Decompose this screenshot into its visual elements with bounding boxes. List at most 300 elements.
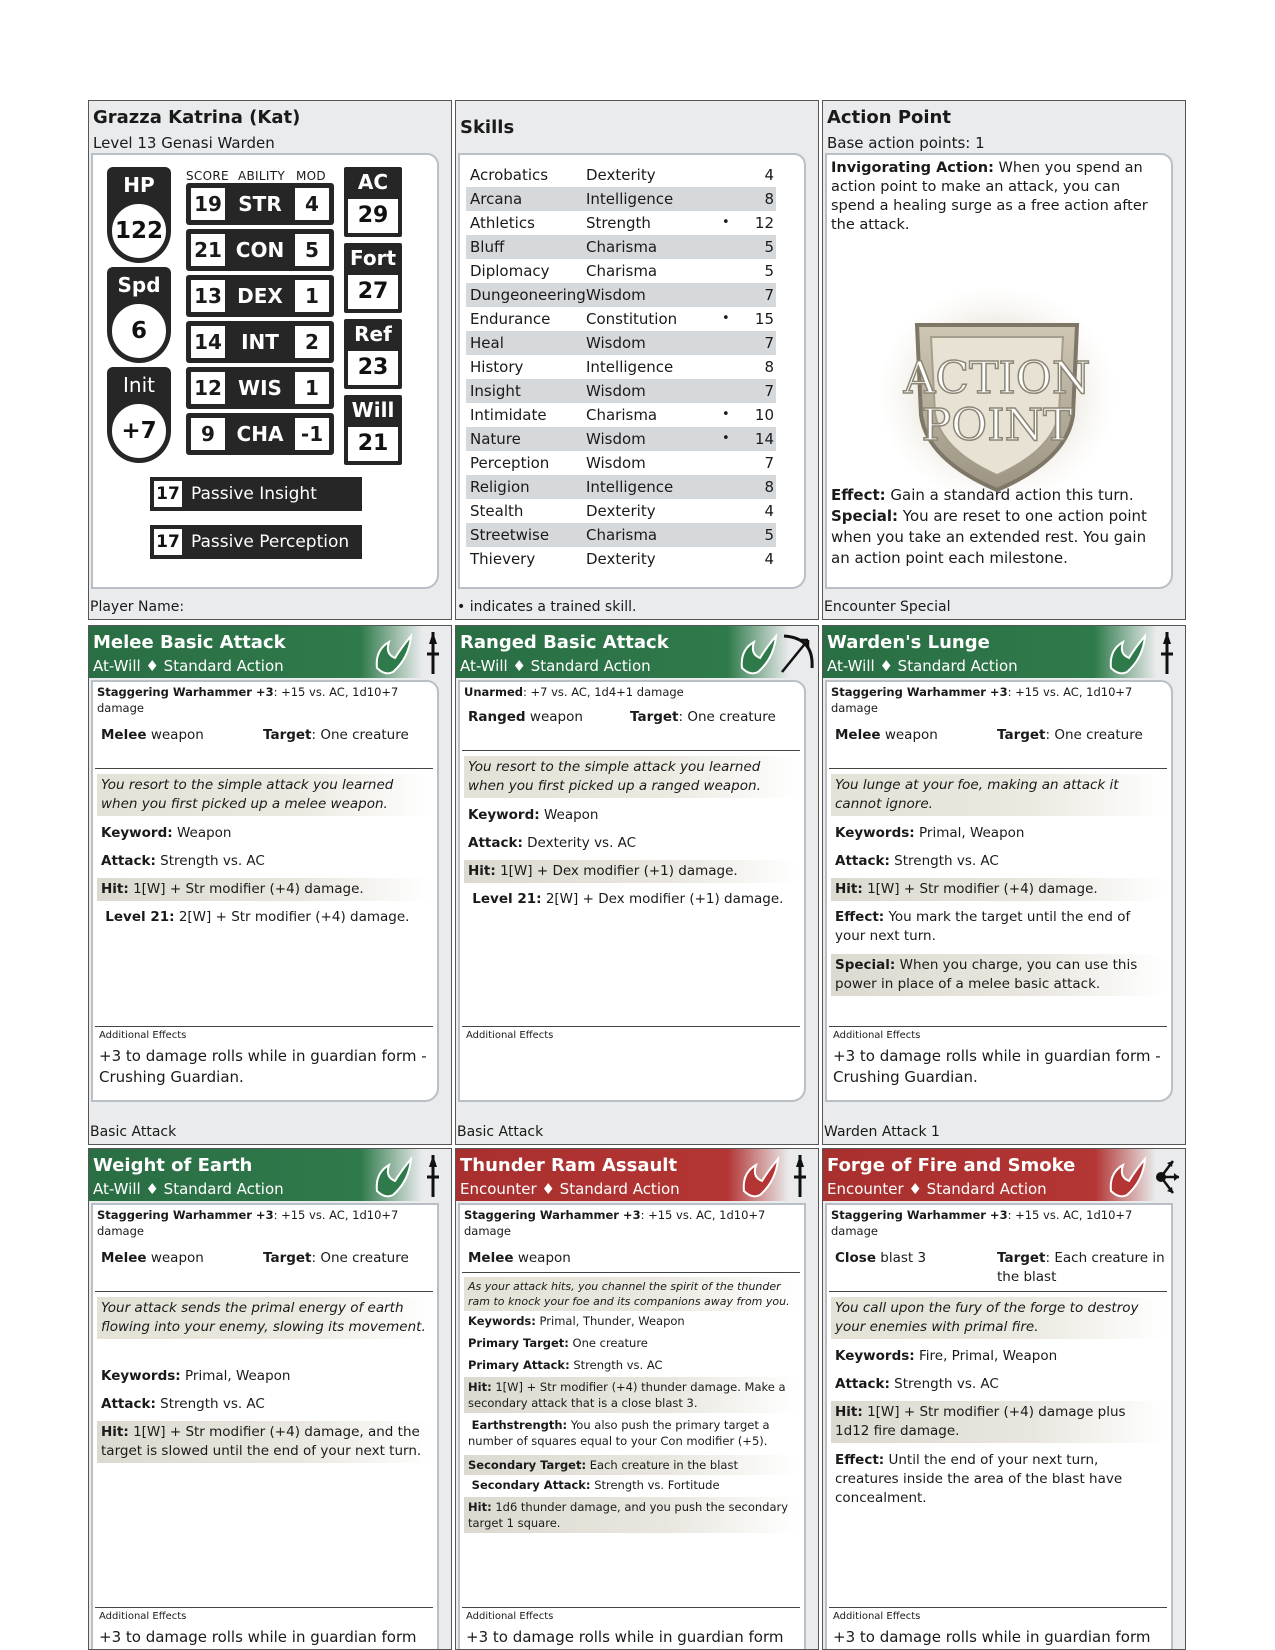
hit-label: Hit: xyxy=(101,881,129,897)
ability-row-con xyxy=(186,229,334,271)
weapon-label: Staggering Warhammer +3 xyxy=(97,685,274,699)
action-point-base: Base action points: 1 xyxy=(827,134,985,152)
power-header xyxy=(823,1149,1185,1201)
effect-label: Effect: xyxy=(835,909,885,925)
keywords-text: Primal, Thunder, Weapon xyxy=(539,1314,685,1328)
skill-name: Bluff xyxy=(470,238,505,256)
trained-marker: • xyxy=(722,431,730,446)
hit-text: 1[W] + Str modifier (+4) damage, and the target is slowed until the end of your next turn. xyxy=(101,1424,422,1459)
special-line xyxy=(831,954,1165,996)
special-text: You are reset to one action point when you take an extended rest. You gain an action point each milestone. xyxy=(831,507,1147,567)
skill-value: 5 xyxy=(764,262,774,280)
weapon-stats xyxy=(464,684,798,700)
divider xyxy=(462,1272,800,1273)
hit-line xyxy=(464,860,798,883)
skill-name: Athletics xyxy=(470,214,535,232)
skill-value: 8 xyxy=(764,478,774,496)
keywords-text: Primal, Weapon xyxy=(918,825,1025,841)
level21-text: 2[W] + Str modifier (+4) damage. xyxy=(178,909,410,925)
hp-value: 122 xyxy=(110,202,168,260)
ability-row-wis xyxy=(186,367,334,409)
range-line xyxy=(835,1249,985,1268)
flavor-text: As your attack hits, you channel the spirit of the thunder ram to knock your foe and its companions away from you. xyxy=(464,1277,798,1311)
ability-row-dex xyxy=(186,275,334,317)
skill-row xyxy=(466,307,776,331)
power-header xyxy=(456,1149,818,1201)
attack-label: Attack: xyxy=(101,853,156,869)
ability-score: 12 xyxy=(191,372,225,404)
skill-name: Religion xyxy=(470,478,530,496)
range-type: Ranged xyxy=(468,709,526,725)
skill-name: Dungeoneering xyxy=(470,286,586,304)
skill-ability: Charisma xyxy=(586,526,658,544)
skills-footer: • indicates a trained skill. xyxy=(457,599,637,615)
skill-value: 7 xyxy=(764,382,774,400)
flavor-text: You lunge at your foe, making an attack it cannot ignore. xyxy=(831,774,1165,816)
secondary-attack-text: Strength vs. Fortitude xyxy=(594,1478,720,1492)
range-line xyxy=(101,726,251,745)
weapon-stats xyxy=(831,684,1165,716)
trained-marker: • xyxy=(722,311,730,326)
power-name: Forge of Fire and Smoke xyxy=(827,1155,1076,1176)
power-header xyxy=(89,1149,451,1201)
weapon-label: Staggering Warhammer +3 xyxy=(831,685,1008,699)
skill-row xyxy=(466,211,776,235)
speed-label: Spd xyxy=(117,273,161,297)
flavor-text: You call upon the fury of the forge to destroy your enemies with primal fire. xyxy=(831,1297,1165,1339)
speed-box xyxy=(107,267,171,363)
power-body xyxy=(91,680,439,1102)
ability-mod: 4 xyxy=(295,188,329,220)
defense-label: Will xyxy=(351,398,395,422)
weapon-label: Unarmed xyxy=(464,685,523,699)
special-text: When you charge, you can use this power in place of a melee basic attack. xyxy=(835,957,1138,992)
power-type: Encounter ♦ Standard Action xyxy=(460,1180,680,1198)
range-type: Melee xyxy=(101,727,147,743)
power-card-forge-of-fire xyxy=(822,1148,1186,1650)
earthstrength-line xyxy=(464,1417,798,1449)
skill-value: 5 xyxy=(764,526,774,544)
skill-name: Perception xyxy=(470,454,550,472)
divider xyxy=(829,768,1167,769)
power-body xyxy=(458,680,806,1102)
weapon-stats-text: : +7 vs. AC, 1d4+1 damage xyxy=(522,685,684,699)
additional-effects-text: +3 to damage rolls while in guardian form xyxy=(99,1628,417,1646)
ranged-weapon-icon xyxy=(738,628,816,678)
power-footer: Basic Attack xyxy=(457,1124,544,1140)
power-body xyxy=(825,1203,1173,1650)
hit-label: Hit: xyxy=(835,881,863,897)
skill-value: 12 xyxy=(754,214,774,232)
ability-name: CON xyxy=(235,238,285,262)
range-rest: blast 3 xyxy=(876,1250,927,1266)
defense-fort xyxy=(344,243,402,313)
defense-label: Fort xyxy=(349,246,396,270)
passive-value: 17 xyxy=(154,529,182,555)
power-type: At-Will ♦ Standard Action xyxy=(460,657,651,675)
additional-effects-label: Additional Effects xyxy=(466,1030,554,1041)
effect-text: Until the end of your next turn, creatures inside the area of the blast have concealment. xyxy=(835,1452,1123,1506)
power-footer: Warden Attack 1 xyxy=(824,1124,940,1140)
target-line xyxy=(263,726,431,745)
defense-label: AC xyxy=(357,170,389,194)
attack-line xyxy=(97,1395,431,1414)
additional-effects-text: +3 to damage rolls while in guardian form - Crushing Guardian. xyxy=(833,1047,1161,1086)
range-type: Melee xyxy=(468,1250,514,1266)
weapon-stats-text: : +15 vs. AC, 1d10+7 damage xyxy=(831,1208,1133,1238)
keyword-label: Keyword: xyxy=(468,807,540,823)
level21-line xyxy=(97,908,431,927)
power-card-ranged-basic xyxy=(455,625,819,1145)
skill-name: Insight xyxy=(470,382,521,400)
keywords-line xyxy=(831,824,1165,843)
encounter-special-footer: Encounter Special xyxy=(824,599,951,615)
hit-line xyxy=(97,878,431,901)
skill-ability: Dexterity xyxy=(586,502,656,520)
skill-value: 15 xyxy=(754,310,774,328)
special-label: Special: xyxy=(835,957,896,973)
defense-label: Ref xyxy=(354,322,392,346)
defense-ref xyxy=(344,319,402,389)
weapon-stats xyxy=(831,1207,1165,1239)
ability-row-cha xyxy=(186,413,334,455)
defense-value: 23 xyxy=(348,351,398,385)
hit-text: 1[W] + Str modifier (+4) damage. xyxy=(133,881,364,897)
keywords-line xyxy=(831,1347,1165,1366)
invigorating-action xyxy=(831,159,1167,235)
secondary-attack-line xyxy=(464,1477,798,1493)
power-header xyxy=(89,626,451,678)
ability-header: ABILITY xyxy=(238,169,285,183)
attack-text: Strength vs. AC xyxy=(160,1396,265,1412)
skill-value: 14 xyxy=(754,430,774,448)
additional-effects-text: +3 to damage rolls while in guardian form xyxy=(466,1628,784,1646)
primary-attack-line xyxy=(464,1357,798,1373)
hit-text: 1[W] + Str modifier (+4) damage plus 1d12 fire damage. xyxy=(835,1404,1126,1439)
keywords-label: Keywords: xyxy=(835,825,915,841)
power-name: Warden's Lunge xyxy=(827,632,990,653)
primary-target-text: One creature xyxy=(572,1336,648,1350)
skill-value: 5 xyxy=(764,238,774,256)
skill-name: Nature xyxy=(470,430,521,448)
defense-ac xyxy=(344,167,402,237)
hit-line xyxy=(97,1421,431,1463)
ability-name: WIS xyxy=(238,376,282,400)
skill-value: 10 xyxy=(754,406,774,424)
attack-text: Strength vs. AC xyxy=(894,853,999,869)
skill-row xyxy=(466,523,776,547)
hit-text: 1[W] + Str modifier (+4) damage. xyxy=(867,881,1098,897)
additional-effects-label: Additional Effects xyxy=(99,1611,187,1622)
hit-label: Hit: xyxy=(835,1404,863,1420)
divider xyxy=(829,1607,1167,1608)
level21-text: 2[W] + Dex modifier (+1) damage. xyxy=(545,891,784,907)
target-text: : One creature xyxy=(311,727,409,743)
mod-header: MOD xyxy=(296,169,326,183)
divider xyxy=(462,750,800,751)
skills-title: Skills xyxy=(460,117,515,138)
ability-mod: 1 xyxy=(295,372,329,404)
score-header: SCORE xyxy=(186,169,229,183)
defense-value: 27 xyxy=(348,275,398,309)
ability-score: 19 xyxy=(191,188,225,220)
skill-row xyxy=(466,451,776,475)
attack-label: Attack: xyxy=(101,1396,156,1412)
effect-line xyxy=(831,1451,1165,1508)
hit-text: 1[W] + Dex modifier (+1) damage. xyxy=(500,863,738,879)
skill-row xyxy=(466,235,776,259)
attack-text: Strength vs. AC xyxy=(894,1376,999,1392)
player-name-footer: Player Name: xyxy=(90,599,185,615)
action-point-card xyxy=(822,100,1186,620)
primary-attack-text: Strength vs. AC xyxy=(573,1358,663,1372)
action-point-emblem xyxy=(877,285,1117,505)
skill-name: Endurance xyxy=(470,310,551,328)
ability-name: STR xyxy=(238,192,282,216)
attack-line xyxy=(831,852,1165,871)
secondary-target-line xyxy=(464,1455,798,1475)
attack-line xyxy=(831,1375,1165,1394)
keywords-text: Fire, Primal, Weapon xyxy=(918,1348,1058,1364)
range-rest: weapon xyxy=(146,727,204,743)
ability-mod: 5 xyxy=(295,234,329,266)
special-label: Special: xyxy=(831,507,899,525)
power-card-melee-basic xyxy=(88,625,452,1145)
attack-label: Attack: xyxy=(835,853,890,869)
passive-value: 17 xyxy=(154,481,182,507)
passive-insight xyxy=(150,477,362,511)
skill-row xyxy=(466,355,776,379)
skill-ability: Charisma xyxy=(586,262,658,280)
skill-value: 8 xyxy=(764,190,774,208)
skill-row xyxy=(466,379,776,403)
keyword-line xyxy=(464,806,798,825)
melee-weapon-icon xyxy=(371,1151,449,1201)
power-name: Melee Basic Attack xyxy=(93,632,286,653)
skill-value: 7 xyxy=(764,454,774,472)
power-body xyxy=(458,1203,806,1650)
power-card-weight-of-earth xyxy=(88,1148,452,1650)
level21-line xyxy=(464,890,798,909)
flavor-text: Your attack sends the primal energy of earth flowing into your enemy, slowing its movement. xyxy=(97,1297,431,1339)
skill-ability: Wisdom xyxy=(586,286,646,304)
hit-label: Hit: xyxy=(468,1380,492,1394)
primary-target-line xyxy=(464,1335,798,1351)
flavor-text: You resort to the simple attack you learned when you first picked up a ranged weapon. xyxy=(464,756,798,798)
power-name: Weight of Earth xyxy=(93,1155,253,1176)
hp-label: HP xyxy=(123,173,155,197)
skill-ability: Intelligence xyxy=(586,358,674,376)
keyword-line xyxy=(97,824,431,843)
skill-row xyxy=(466,187,776,211)
range-rest: weapon xyxy=(880,727,938,743)
attack-label: Attack: xyxy=(835,1376,890,1392)
divider xyxy=(462,1026,800,1027)
action-point-title: Action Point xyxy=(827,107,951,128)
ability-mod: 1 xyxy=(295,280,329,312)
divider xyxy=(95,1607,433,1608)
skill-row xyxy=(466,403,776,427)
power-card-wardens-lunge xyxy=(822,625,1186,1145)
hp-box xyxy=(107,167,171,263)
weapon-stats xyxy=(97,1207,431,1239)
weapon-stats-text: : +15 vs. AC, 1d10+7 damage xyxy=(97,1208,399,1238)
weapon-stats-text: : +15 vs. AC, 1d10+7 damage xyxy=(97,685,399,715)
primary-attack-label: Primary Attack: xyxy=(468,1358,570,1372)
skill-ability: Intelligence xyxy=(586,478,674,496)
power-body xyxy=(825,680,1173,1102)
character-level: Level 13 Genasi Warden xyxy=(93,134,275,152)
effect-label: Effect: xyxy=(835,1452,885,1468)
hit-label: Hit: xyxy=(101,1424,129,1440)
keywords-text: Primal, Weapon xyxy=(184,1368,291,1384)
earthstrength-label: Earthstrength: xyxy=(471,1418,568,1432)
target-text: : One creature xyxy=(311,1250,409,1266)
skill-name: Acrobatics xyxy=(470,166,549,184)
skill-ability: Wisdom xyxy=(586,382,646,400)
ability-score: 9 xyxy=(191,418,225,450)
keyword-text: Weapon xyxy=(543,807,599,823)
skill-ability: Dexterity xyxy=(586,550,656,568)
melee-weapon-icon xyxy=(371,628,449,678)
skill-row xyxy=(466,475,776,499)
weapon-stats xyxy=(97,684,431,716)
power-footer: Basic Attack xyxy=(90,1124,177,1140)
flavor-text: You resort to the simple attack you learned when you first picked up a melee weapon. xyxy=(97,774,431,816)
secondary-attack-label: Secondary Attack: xyxy=(471,1478,591,1492)
keywords-line xyxy=(97,1367,431,1386)
effect-line xyxy=(831,908,1165,946)
hit-line xyxy=(464,1377,798,1413)
power-header xyxy=(456,626,818,678)
passive-perception xyxy=(150,525,362,559)
target-text: : One creature xyxy=(1045,727,1143,743)
range-line xyxy=(835,726,985,745)
weapon-label: Staggering Warhammer +3 xyxy=(464,1208,641,1222)
skill-row xyxy=(466,547,776,571)
attack-label: Attack: xyxy=(468,835,523,851)
additional-effects-label: Additional Effects xyxy=(466,1611,554,1622)
range-line xyxy=(101,1249,251,1268)
skill-ability: Wisdom xyxy=(586,334,646,352)
range-type: Melee xyxy=(835,727,881,743)
secondary-target-label: Secondary Target: xyxy=(468,1458,587,1472)
skill-name: Thievery xyxy=(470,550,536,568)
level21-label: Level 21: xyxy=(105,909,175,925)
skill-value: 7 xyxy=(764,334,774,352)
target-line xyxy=(997,726,1165,745)
power-type: At-Will ♦ Standard Action xyxy=(93,657,284,675)
ability-score: 21 xyxy=(191,234,225,266)
primary-target-label: Primary Target: xyxy=(468,1336,569,1350)
additional-effects-label: Additional Effects xyxy=(99,1030,187,1041)
weapon-stats xyxy=(464,1207,798,1239)
secondary-target-text: Each creature in the blast xyxy=(589,1458,738,1472)
invigorating-label: Invigorating Action: xyxy=(831,160,994,176)
keywords-label: Keywords: xyxy=(835,1348,915,1364)
level21-label: Level 21: xyxy=(472,891,542,907)
earthstrength-text: You also push the primary target a number of squares equal to your Con modifier (+5). xyxy=(468,1418,770,1448)
skill-value: 4 xyxy=(764,550,774,568)
skill-row xyxy=(466,163,776,187)
range-rest: weapon xyxy=(525,709,583,725)
speed-value: 6 xyxy=(110,302,168,360)
additional-effects-text: +3 to damage rolls while in guardian form - Crushing Guardian. xyxy=(99,1047,427,1086)
defense-will xyxy=(344,395,402,465)
keywords-line xyxy=(464,1313,798,1329)
hit-label: Hit: xyxy=(468,1500,492,1514)
skill-ability: Strength xyxy=(586,214,651,232)
ability-score: 13 xyxy=(191,280,225,312)
secondary-hit-line xyxy=(464,1497,798,1533)
range-rest: weapon xyxy=(146,1250,204,1266)
skill-row xyxy=(466,331,776,355)
ability-row-str xyxy=(186,183,334,225)
target-label: Target xyxy=(997,1250,1046,1266)
character-name: Grazza Katrina (Kat) xyxy=(93,107,301,128)
initiative-label: Init xyxy=(123,373,155,397)
emblem-text-1: ACTION xyxy=(903,353,1091,404)
target-label: Target xyxy=(630,709,679,725)
character-card xyxy=(88,100,452,620)
skill-ability: Dexterity xyxy=(586,166,656,184)
skill-value: 4 xyxy=(764,166,774,184)
hit-line xyxy=(831,1401,1165,1443)
ability-mod: 2 xyxy=(295,326,329,358)
attack-text: Strength vs. AC xyxy=(160,853,265,869)
power-card-thunder-ram-assault xyxy=(455,1148,819,1650)
keywords-label: Keywords: xyxy=(468,1314,536,1328)
additional-effects-label: Additional Effects xyxy=(833,1611,921,1622)
melee-weapon-icon xyxy=(738,1151,816,1201)
skill-name: Intimidate xyxy=(470,406,547,424)
range-type: Close xyxy=(835,1250,877,1266)
range-line xyxy=(468,1249,618,1268)
power-header xyxy=(823,626,1185,678)
skill-name: Heal xyxy=(470,334,504,352)
ability-name: DEX xyxy=(237,284,283,308)
range-type: Melee xyxy=(101,1250,147,1266)
passive-label: Passive Perception xyxy=(191,532,350,552)
keywords-label: Keywords: xyxy=(101,1368,181,1384)
power-body xyxy=(91,1203,439,1650)
skill-row xyxy=(466,499,776,523)
ability-name: CHA xyxy=(236,422,284,446)
trained-marker: • xyxy=(722,407,730,422)
secondary-hit-text: 1d6 thunder damage, and you push the secondary target 1 square. xyxy=(468,1500,789,1530)
keyword-label: Keyword: xyxy=(101,825,173,841)
power-name: Thunder Ram Assault xyxy=(460,1155,678,1176)
target-label: Target xyxy=(263,727,312,743)
skill-ability: Wisdom xyxy=(586,430,646,448)
melee-weapon-icon xyxy=(1105,628,1183,678)
effect-text: You mark the target until the end of your next turn. xyxy=(835,909,1131,944)
range-line xyxy=(468,708,618,727)
skill-ability: Wisdom xyxy=(586,454,646,472)
divider xyxy=(95,768,433,769)
skill-ability: Charisma xyxy=(586,406,658,424)
invigorating-text: When you spend an action point to make an attack, you can spend a healing surge as a free action after the attack. xyxy=(831,160,1148,233)
skill-name: Arcana xyxy=(470,190,523,208)
effect-text: Gain a standard action this turn. xyxy=(890,486,1134,504)
target-label: Target xyxy=(997,727,1046,743)
ability-name: INT xyxy=(241,330,279,354)
divider xyxy=(829,1291,1167,1292)
additional-effects-label: Additional Effects xyxy=(833,1030,921,1041)
target-label: Target xyxy=(263,1250,312,1266)
effect-label: Effect: xyxy=(831,486,886,504)
divider xyxy=(829,1026,1167,1027)
